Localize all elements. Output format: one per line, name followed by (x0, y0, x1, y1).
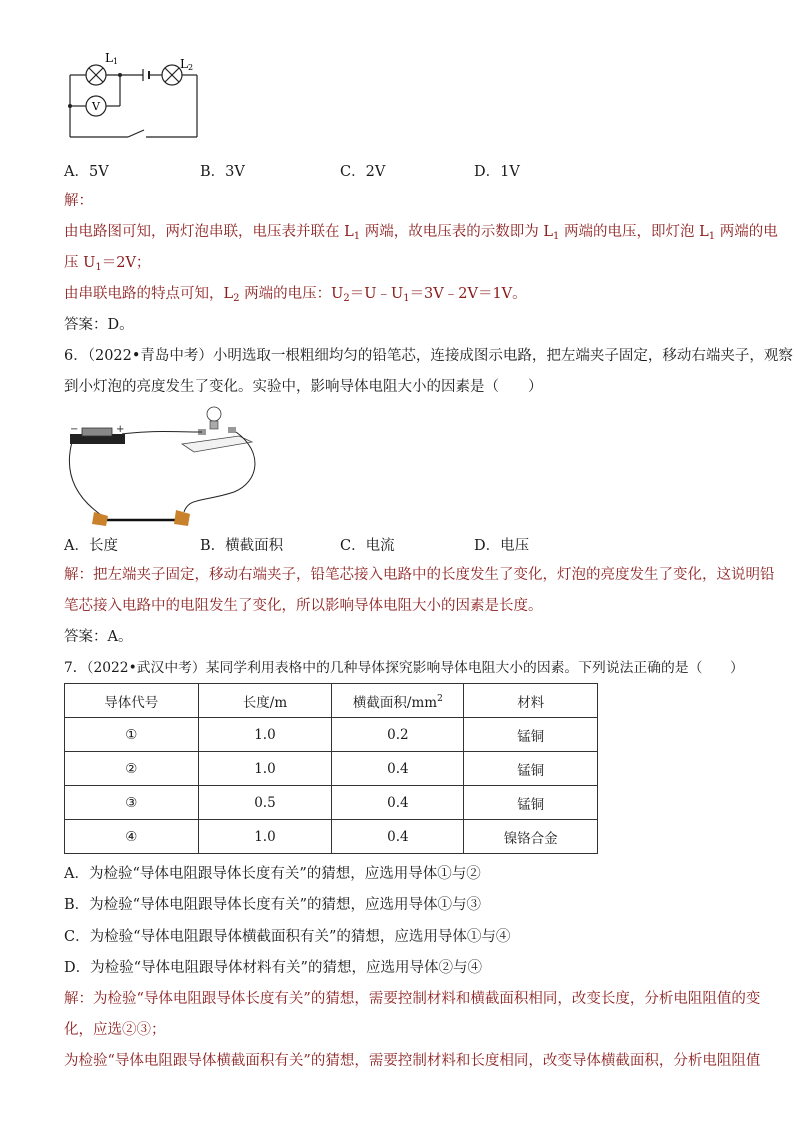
voltmeter-label: V (92, 100, 100, 113)
q7-option-a: A．为检验“导体电阻跟导体长度有关”的猜想，应选用导体①与② (64, 866, 481, 882)
series-circuit-diagram (60, 50, 210, 142)
table-row (65, 786, 598, 820)
q6-solution-line2: 笔芯接入电路中的电阻发生了变化，所以影响导体电阻大小的因素是长度。 (64, 598, 543, 614)
svg-text:L2 (180, 57, 193, 72)
conductor-table (64, 683, 598, 854)
q5-solution-label: 解： (64, 193, 93, 209)
cell-material: 锰铜 (464, 718, 598, 752)
svg-text:+: + (116, 424, 125, 435)
q6-option-d: D．电压 (474, 538, 530, 554)
header-length: 长度/m (198, 684, 332, 718)
lamp1-sub: 1 (112, 57, 119, 66)
cell-area: 0.4 (332, 820, 464, 854)
q5-solution-line2: 压 $U_1=2V$； (64, 255, 151, 273)
q6-stem-line2: 到小灯泡的亮度发生了变化。实验中，影响导体电阻大小的因素是（ ） (64, 379, 543, 395)
q7-stem: 7．（2022•武汉中考）某同学利用表格中的几种导体探究影响导体电阻大小的因素。下列说法正确的是（ ） (64, 660, 744, 676)
q6-option-a: A．长度 (64, 538, 118, 554)
q6-answer: 答案：A。 (64, 629, 133, 645)
cell-material: 镍铬合金 (464, 820, 598, 854)
q5-solution-line1: 由电路图可知，两灯泡串联，电压表并联在 $L_1$ 两端，故电压表的示数即为 $L_1$ 两端的电压，即灯泡 $L_1$ 两端的电 (64, 224, 778, 242)
q7-option-d: D．为检验“导体电阻跟导体材料有关”的猜想，应选用导体②与④ (64, 960, 482, 976)
lamp2-sub: 2 (187, 63, 194, 72)
cell-length: 1.0 (198, 820, 332, 854)
q6-option-b: B．横截面积 (200, 538, 284, 554)
q6-stem-line1: 6．（2022•青岛中考）小明选取一根粗细均匀的铅笔芯，连接成图示电路，把左端夹子固定，移动右端夹子，观察 (64, 348, 793, 364)
table-row (65, 718, 598, 752)
cell-length: 1.0 (198, 752, 332, 786)
q7-solution-line1: 解：为检验“导体电阻跟导体长度有关”的猜想，需要控制材料和横截面积相同，改变长度，分析电阻阻值的变 (64, 991, 761, 1007)
q7-option-b: B．为检验“导体电阻跟导体长度有关”的猜想，应选用导体①与③ (64, 897, 481, 913)
pencil-lead-circuit-illustration (64, 402, 264, 527)
cell-material: 锰铜 (464, 752, 598, 786)
cell-code: ③ (65, 786, 199, 820)
table-row (65, 752, 598, 786)
q5-solution-line3: 由串联电路的特点可知，$L_2$ 两端的电压：$U_2=U﹣U_1=3V﹣2V=1V$。 (64, 286, 527, 304)
q6-option-c: C．电流 (340, 538, 395, 554)
q5-option-c: C．2V (340, 164, 386, 180)
svg-text:L1 (105, 51, 118, 66)
header-area: 横截面积$/mm^2$ (332, 684, 464, 718)
cell-area: 0.4 (332, 752, 464, 786)
q5-option-a: A．5V (64, 164, 109, 180)
q7-solution-line2: 化，应选②③； (64, 1022, 166, 1038)
q7-solution-line3: 为检验“导体电阻跟导体横截面积有关”的猜想，需要控制材料和长度相同，改变导体横截面积，分析电阻阻值 (64, 1053, 761, 1069)
cell-code: ① (65, 718, 199, 752)
cell-code: ④ (65, 820, 199, 854)
svg-text:−: − (70, 424, 79, 435)
cell-code: ② (65, 752, 199, 786)
q7-option-c: C．为检验“导体电阻跟导体横截面积有关”的猜想，应选用导体①与④ (64, 929, 511, 945)
header-material: 材料 (464, 684, 598, 718)
table-row (65, 820, 598, 854)
q6-solution-line1: 解：把左端夹子固定，移动右端夹子，铅笔芯接入电路中的长度发生了变化，灯泡的亮度发生了变化，这说明铅 (64, 567, 775, 583)
cell-length: 1.0 (198, 718, 332, 752)
q5-option-d: D．1V (474, 164, 520, 180)
lamp1-label: L (105, 51, 113, 65)
cell-material: 锰铜 (464, 786, 598, 820)
lamp2-label: L (180, 57, 188, 71)
cell-area: 0.2 (332, 718, 464, 752)
q5-option-b: B．3V (200, 164, 245, 180)
table-header-row (65, 684, 598, 718)
header-code: 导体代号 (65, 684, 199, 718)
q5-answer: 答案：D。 (64, 317, 134, 333)
cell-length: 0.5 (198, 786, 332, 820)
cell-area: 0.4 (332, 786, 464, 820)
